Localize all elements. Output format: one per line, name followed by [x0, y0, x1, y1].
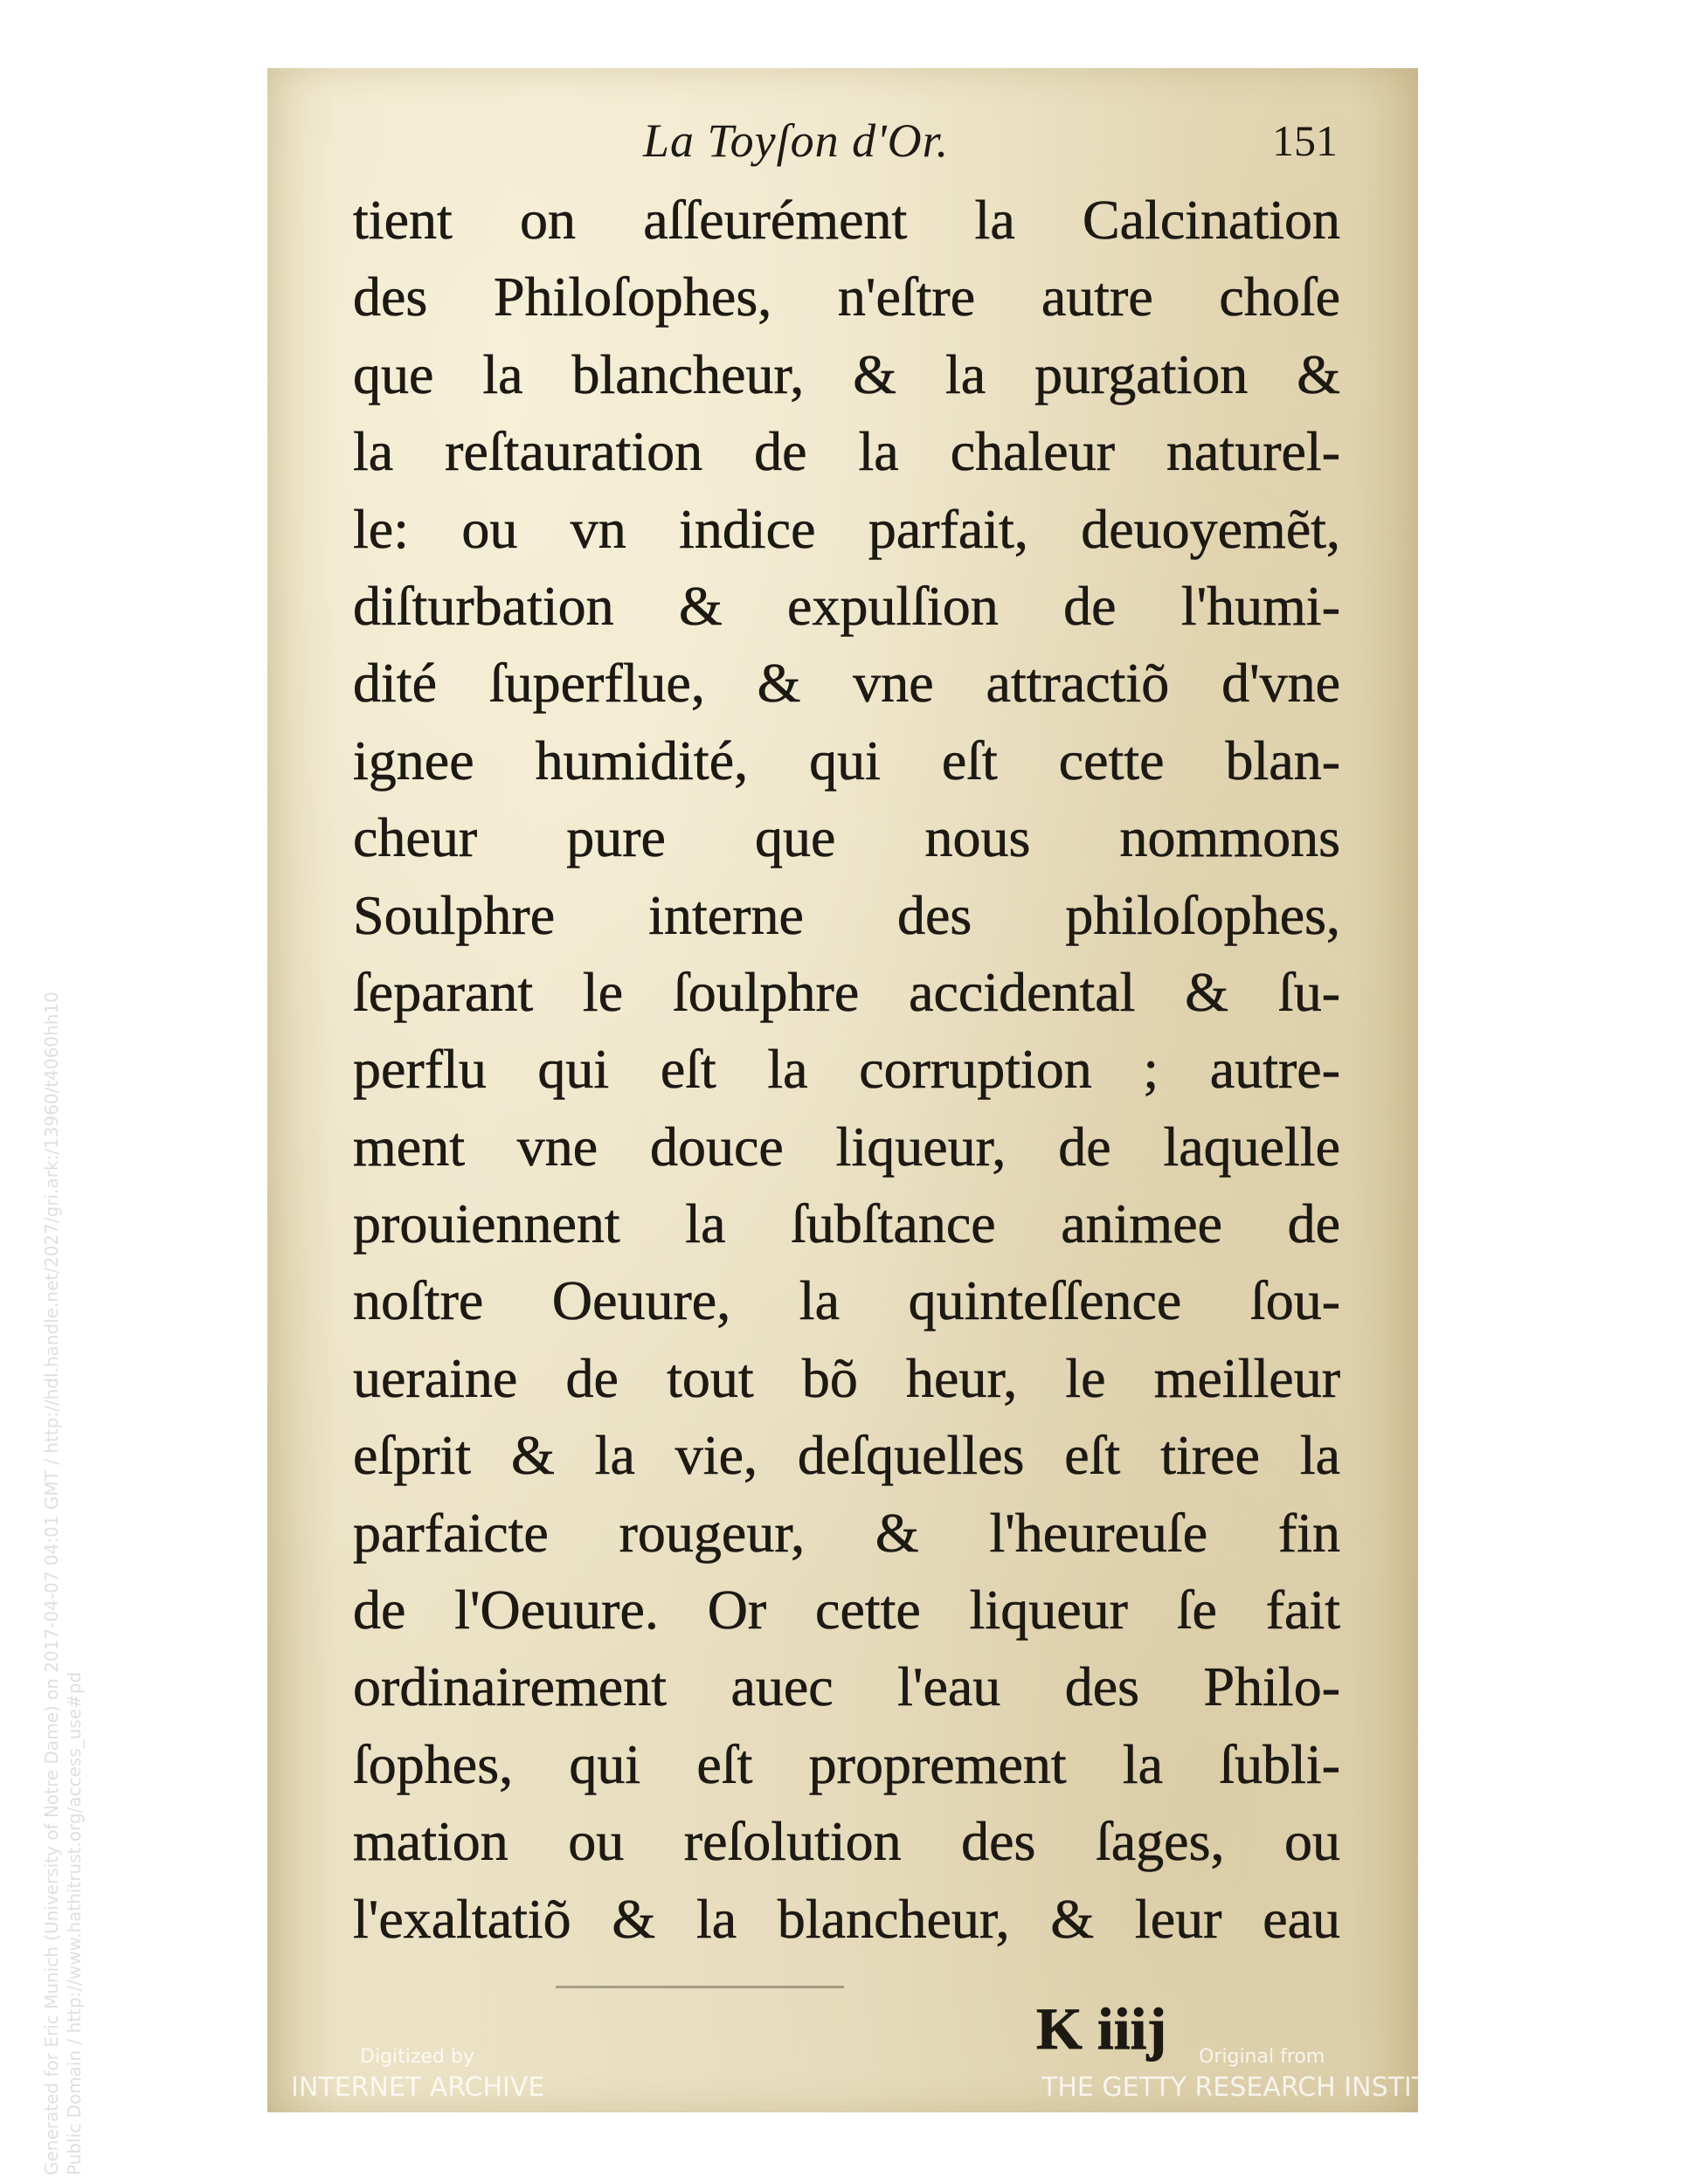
text-line: parfaicte rougeur, & l'heureuſe fin: [353, 1501, 1340, 1564]
text-line: tient on aſſeurément la Calcination: [353, 189, 1340, 251]
text-line: mation ou reſolution des ſages, ou: [353, 1810, 1340, 1873]
watermark-internet-archive: INTERNET ARCHIVE: [291, 2072, 545, 2103]
text-line: le: ou vn indice parfait, deuoyemẽt,: [353, 497, 1340, 560]
printer-rule: [556, 1986, 844, 1988]
text-line: diſturbation & expulſion de l'humi-: [353, 574, 1340, 637]
text-line: la reſtauration de la chaleur naturel-: [353, 420, 1340, 483]
text-line: eſprit & la vie, deſquelles eſt tiree la: [353, 1424, 1340, 1487]
text-line: ignee humidité, qui eſt cette blan-: [353, 729, 1340, 791]
text-line: ſeparant le ſoulphre accidental & ſu-: [353, 960, 1340, 1023]
text-line: que la blancheur, & la purgation &: [353, 342, 1340, 405]
text-line: ordinairement auec l'eau des Philo-: [353, 1655, 1340, 1718]
running-head: [267, 114, 1418, 175]
text-line: de l'Oeuure. Or cette liqueur ſe fait: [353, 1579, 1340, 1641]
watermark-original-from: Original from: [1199, 2046, 1325, 2068]
text-line: perflu qui eſt la corruption ; autre-: [353, 1038, 1340, 1101]
text-line: ſophes, qui eſt proprement la ſubli-: [353, 1732, 1340, 1795]
text-line: des Philoſophes, n'eſtre autre choſe: [353, 266, 1340, 328]
text-line: noſtre Oeuure, la quinteſſence ſou-: [353, 1269, 1340, 1332]
text-line: prouiennent la ſubſtance animee de: [353, 1192, 1340, 1255]
body-text: [353, 182, 1340, 1958]
text-line: l'exaltatiõ & la blancheur, & leur eau: [353, 1887, 1340, 1950]
text-line: Soulphre interne des philoſophes,: [353, 883, 1340, 946]
access-note-line: Public Domain / http://www.hathitrust.org/access_use#pd: [64, 1671, 85, 2175]
watermark-digitized-by: Digitized by: [360, 2046, 474, 2068]
text-line: ment vne douce liqueur, de laquelle: [353, 1115, 1340, 1178]
access-note: [40, 992, 86, 2175]
signature-mark: K iiij: [1036, 1995, 1167, 2062]
text-line: ueraine de tout bõ heur, le meilleur: [353, 1346, 1340, 1409]
scanned-page: [267, 68, 1418, 2112]
text-line: dité ſuperflue, & vne attractiõ d'vne: [353, 652, 1340, 715]
running-title: La Toyſon d'Or.: [643, 114, 950, 167]
access-note-line: Generated for Eric Munich (University of Notre Dame) on 2017-04-07 04:01 GMT / http://hdl.handle.net/2027/gri.ark:/13960/t4060hh10: [41, 992, 62, 2175]
page-number: 151: [1272, 116, 1338, 165]
watermark-getty-institute: THE GETTY RESEARCH INSTITUTE: [1041, 2072, 1480, 2103]
text-line: cheur pure que nous nommons: [353, 806, 1340, 869]
